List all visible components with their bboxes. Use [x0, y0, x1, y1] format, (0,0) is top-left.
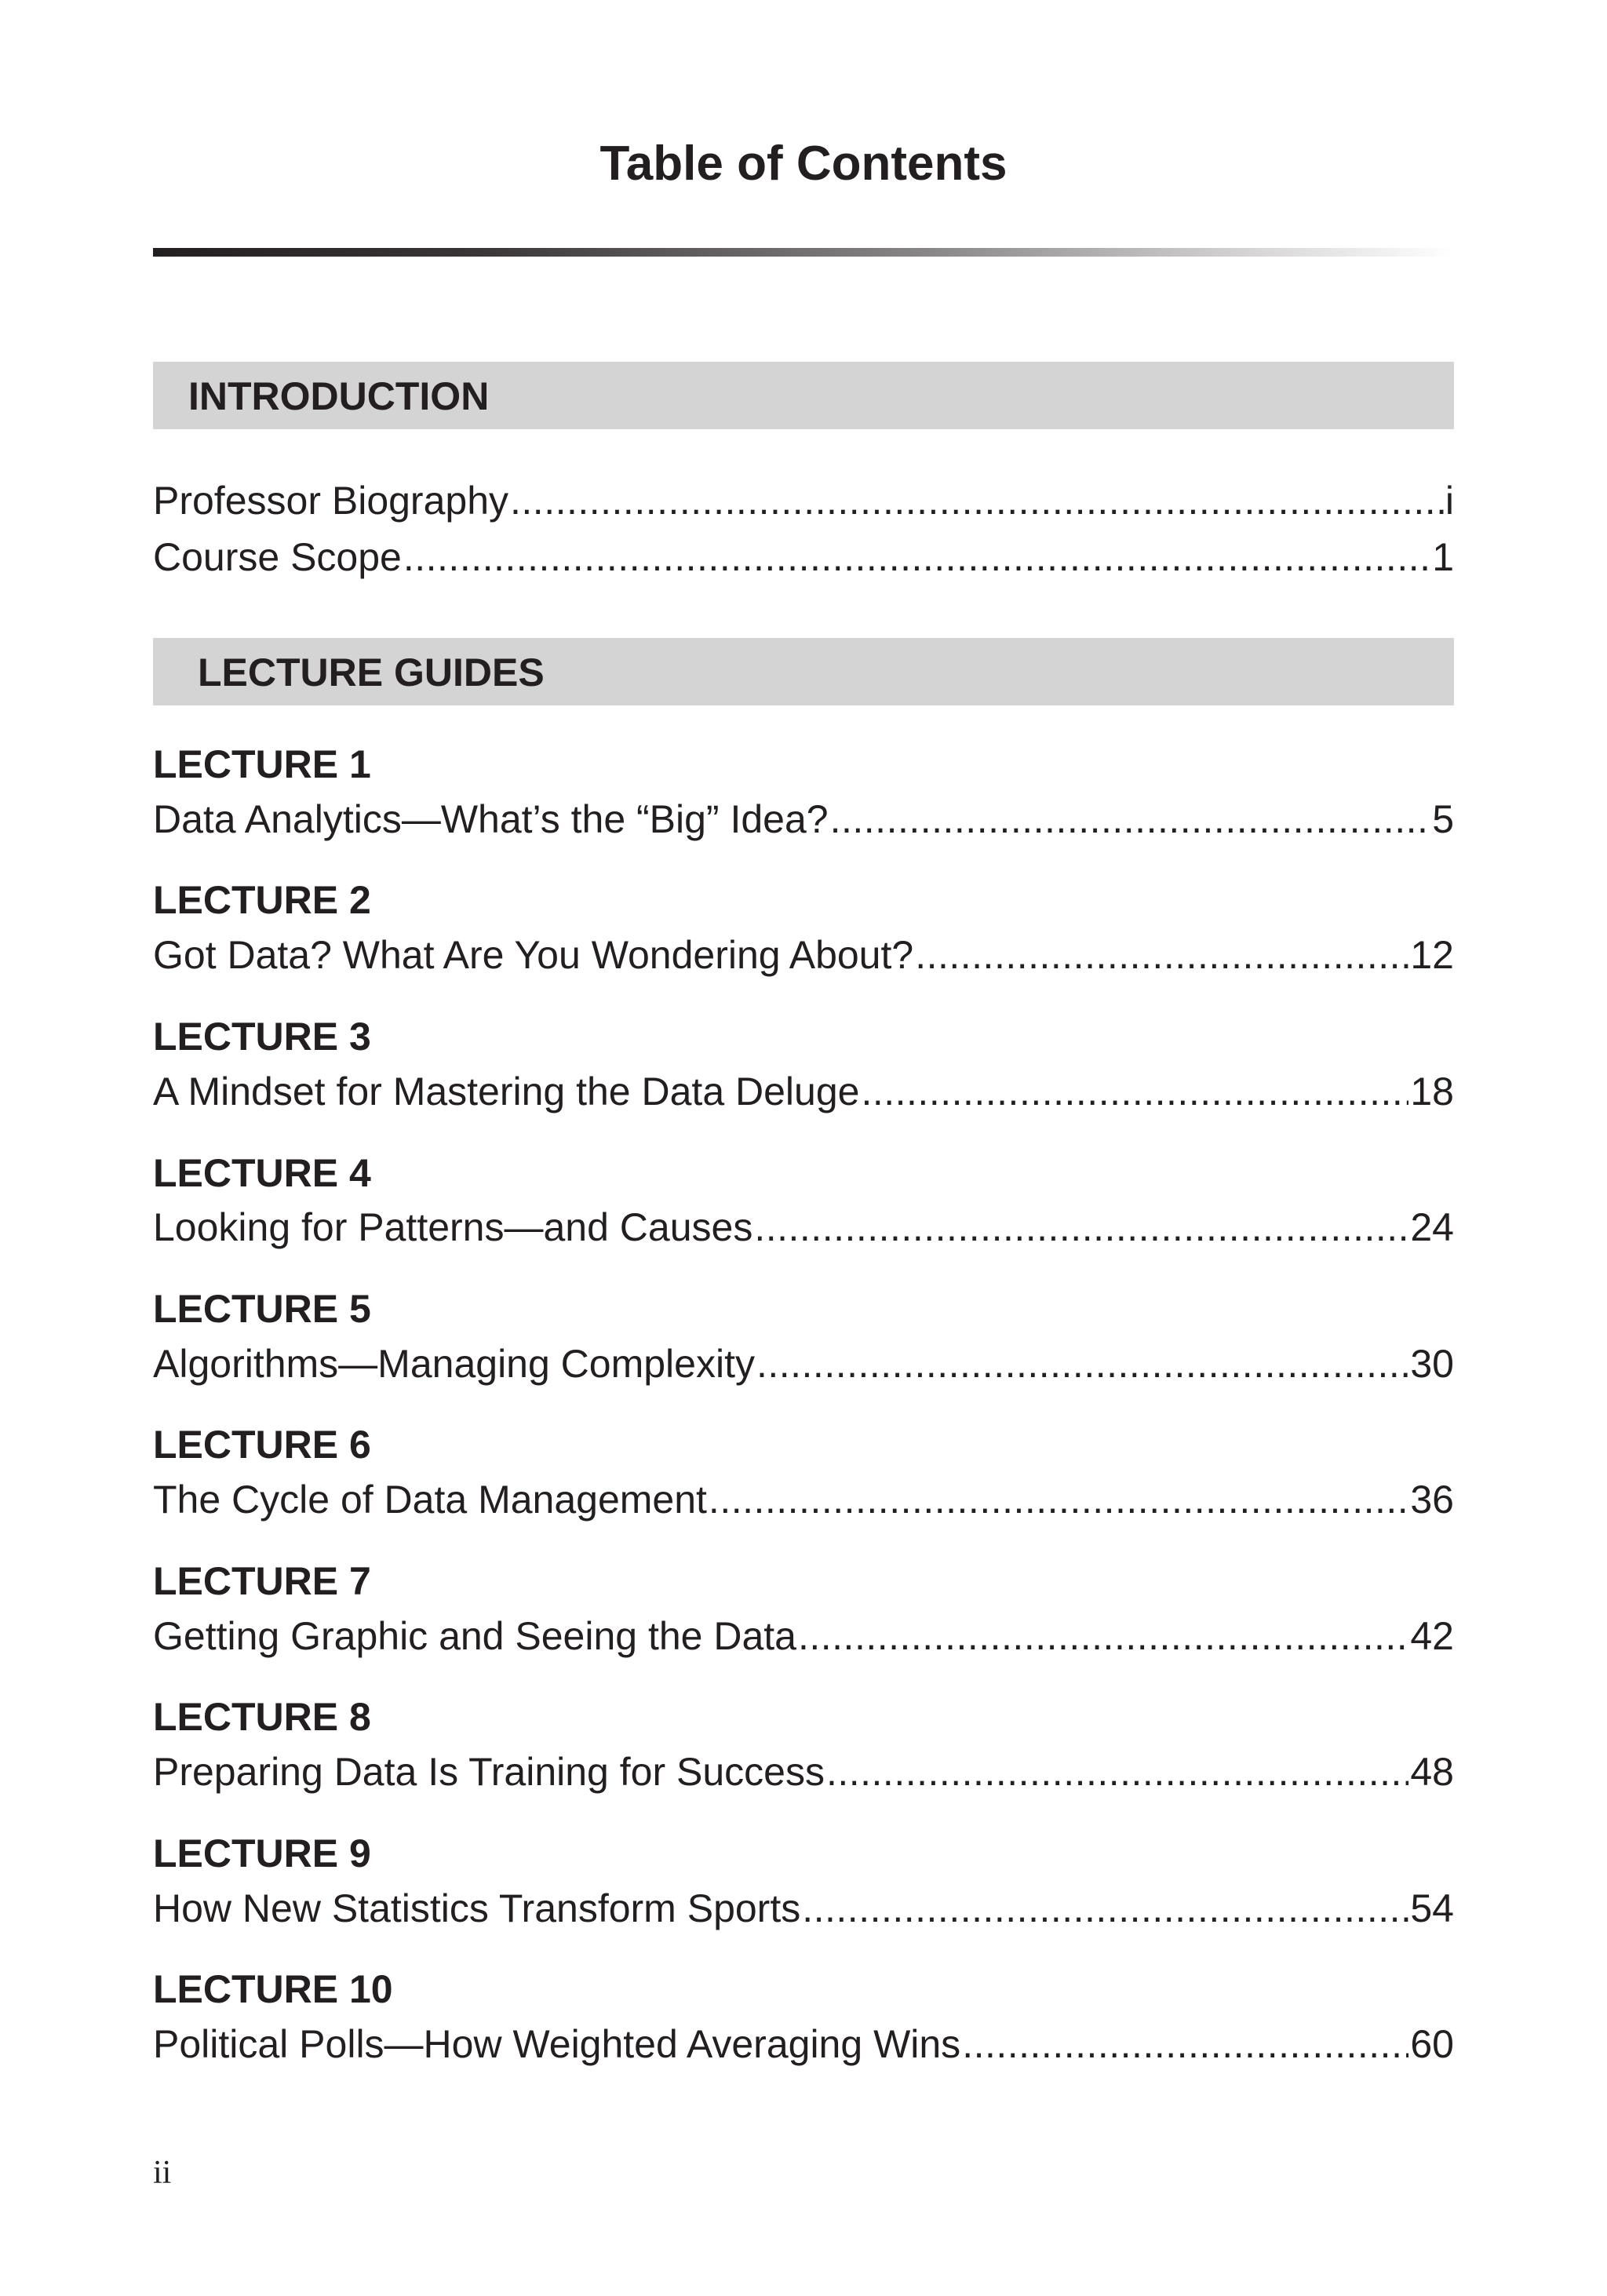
lecture-6-number: LECTURE 6: [153, 1423, 371, 1467]
entry-page-number: i: [1445, 479, 1454, 523]
toc-entry-lecture-9[interactable]: [153, 1885, 1454, 1932]
dot-leader: [403, 534, 1430, 581]
lecture-guides-header-bar: [153, 638, 1454, 705]
entry-label: Algorithms—Managing Complexity: [153, 1342, 755, 1386]
entry-page-number: 5: [1432, 797, 1454, 841]
lecture-2-number: LECTURE 2: [153, 878, 371, 922]
entry-label: Data Analytics—What’s the “Big” Idea?: [153, 797, 829, 841]
entry-page-number: 48: [1410, 1750, 1454, 1794]
introduction-heading: INTRODUCTION: [188, 374, 490, 418]
entry-page-number: 60: [1410, 2022, 1454, 2066]
dot-leader: [754, 1204, 1408, 1251]
entry-page-number: 1: [1432, 535, 1454, 579]
lecture-1-number: LECTURE 1: [153, 742, 371, 786]
title-rule: [153, 248, 1454, 257]
entry-label: Preparing Data Is Training for Success: [153, 1750, 825, 1794]
entry-label: The Cycle of Data Management: [153, 1478, 707, 1522]
introduction-header-bar: [153, 362, 1454, 429]
dot-leader: [510, 477, 1444, 524]
toc-entry-lecture-1[interactable]: [153, 796, 1454, 843]
toc-entry-lecture-2[interactable]: [153, 931, 1454, 979]
entry-page-number: 36: [1410, 1478, 1454, 1522]
entry-page-number: 18: [1410, 1070, 1454, 1113]
dot-leader: [756, 1340, 1408, 1387]
toc-entry-lecture-7[interactable]: [153, 1613, 1454, 1660]
toc-entry-lecture-5[interactable]: [153, 1340, 1454, 1387]
toc-entry-lecture-3[interactable]: [153, 1068, 1454, 1115]
lecture-4-number: LECTURE 4: [153, 1151, 371, 1195]
toc-entry-lecture-6[interactable]: [153, 1476, 1454, 1523]
entry-label: A Mindset for Mastering the Data Deluge: [153, 1070, 860, 1113]
entry-page-number: 30: [1410, 1342, 1454, 1386]
lecture-7-number: LECTURE 7: [153, 1559, 371, 1603]
dot-leader: [709, 1476, 1408, 1523]
dot-leader: [802, 1885, 1408, 1932]
entry-label: Got Data? What Are You Wondering About?: [153, 933, 914, 977]
entry-page-number: 12: [1410, 933, 1454, 977]
lecture-guides-heading: LECTURE GUIDES: [198, 651, 545, 694]
toc-entry-lecture-10[interactable]: [153, 2021, 1454, 2068]
dot-leader: [830, 796, 1431, 843]
entry-page-number: 24: [1410, 1205, 1454, 1249]
entry-label: Professor Biography: [153, 479, 509, 523]
entry-page-number: 42: [1410, 1614, 1454, 1658]
entry-label: Looking for Patterns—and Causes: [153, 1205, 753, 1249]
lecture-8-number: LECTURE 8: [153, 1695, 371, 1739]
entry-label: Political Polls—How Weighted Averaging Wins: [153, 2022, 961, 2066]
entry-label: Course Scope: [153, 535, 402, 579]
entry-page-number: 54: [1410, 1886, 1454, 1930]
entry-label: How New Statistics Transform Sports: [153, 1886, 801, 1930]
page-folio: ii: [153, 2155, 172, 2191]
dot-leader: [826, 1748, 1408, 1795]
dot-leader: [962, 2021, 1408, 2068]
toc-entry-lecture-4[interactable]: [153, 1204, 1454, 1251]
toc-entry-professor-biography[interactable]: [153, 477, 1454, 524]
lecture-10-number: LECTURE 10: [153, 1967, 393, 2011]
lecture-5-number: LECTURE 5: [153, 1287, 371, 1331]
lecture-9-number: LECTURE 9: [153, 1831, 371, 1875]
toc-entry-lecture-8[interactable]: [153, 1748, 1454, 1795]
toc-entry-course-scope[interactable]: [153, 534, 1454, 581]
page-title: Table of Contents: [599, 137, 1008, 191]
dot-leader: [861, 1068, 1408, 1115]
dot-leader: [798, 1613, 1408, 1660]
lecture-3-number: LECTURE 3: [153, 1015, 371, 1059]
entry-label: Getting Graphic and Seeing the Data: [153, 1614, 796, 1658]
dot-leader: [915, 931, 1408, 979]
